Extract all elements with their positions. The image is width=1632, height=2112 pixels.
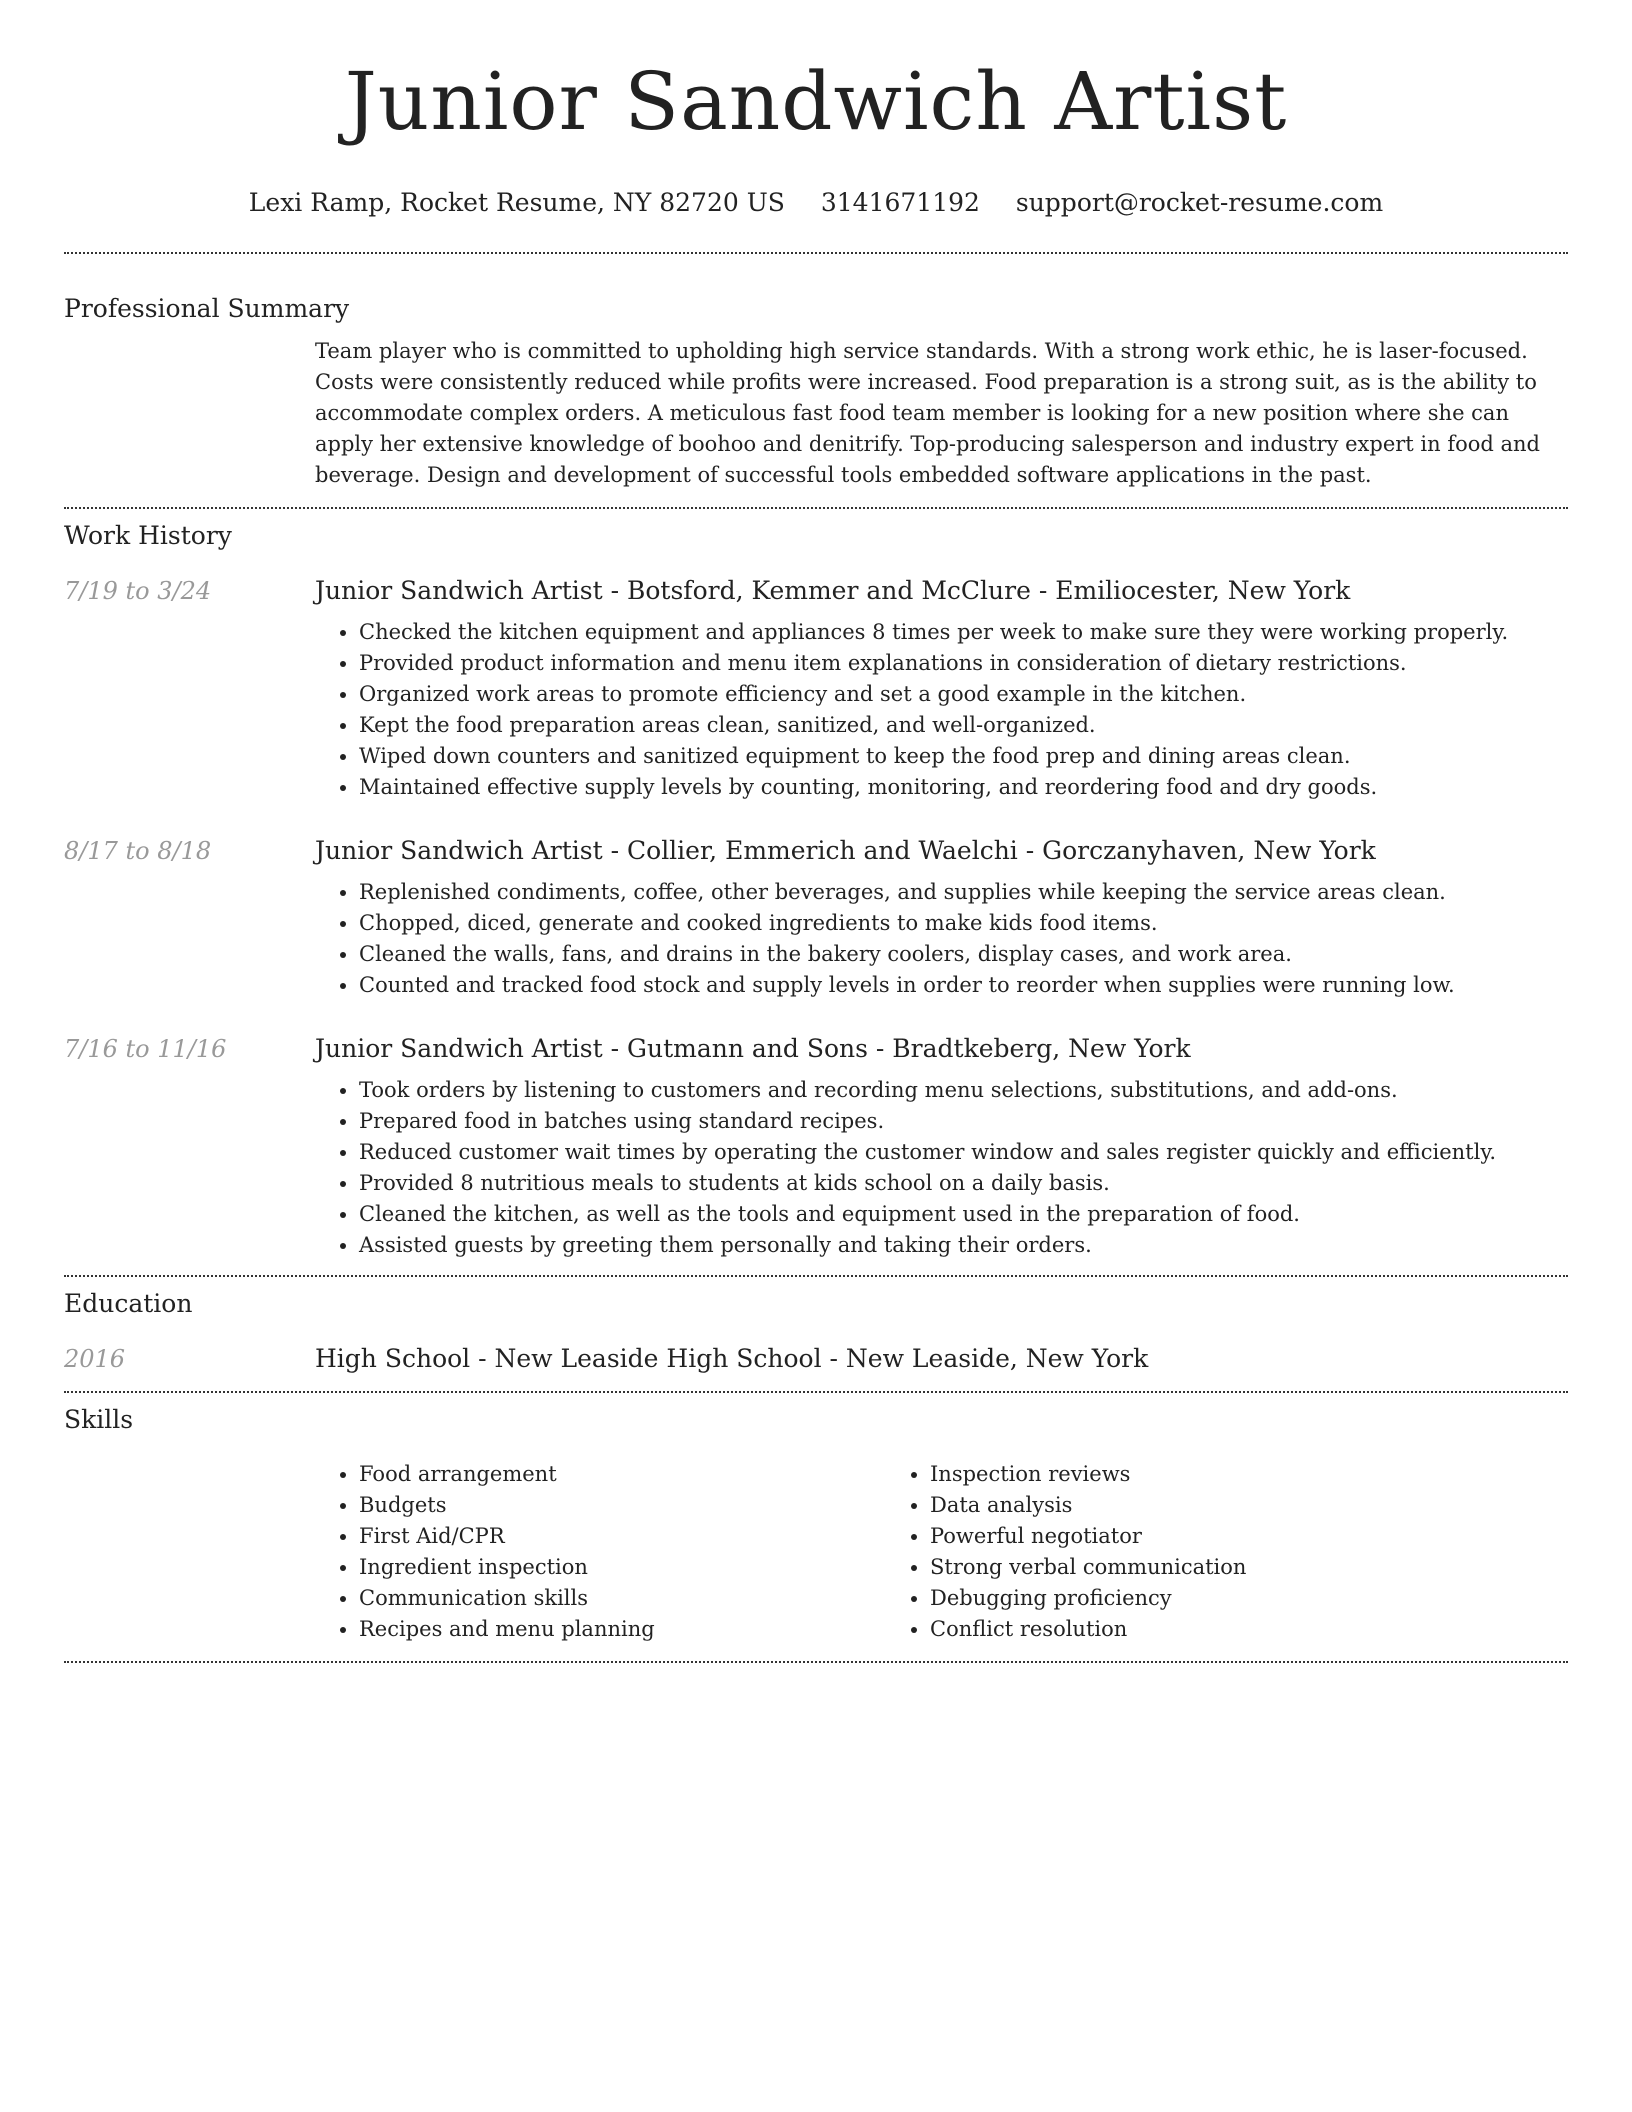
job-entry bbox=[64, 575, 1568, 803]
divider bbox=[64, 1661, 1568, 1663]
skills-columns bbox=[315, 1459, 1568, 1645]
summary-text: Team player who is committed to upholding high service standards. With a strong work ethic, he is laser-focused. Costs were consistently reduced while profits were increased. Food preparation is a strong suit, as is the ability to accommodate complex orders. A meticulous fast food team member is looking for a new position where she can apply her extensive knowledge of boohoo and denitrify. Top-producing salesperson and industry expert in food and beverage. Design and development of successful tools embedded software applications in the past. bbox=[315, 339, 1540, 487]
skill-item: • Conflict resolution bbox=[930, 1614, 1457, 1645]
contact-info bbox=[64, 188, 1568, 218]
skill-item: • First Aid/CPR bbox=[359, 1521, 886, 1552]
skill-item: • Food arrangement bbox=[359, 1459, 886, 1490]
list-item: • Kept the food preparation areas clean, sanitized, and well-organized. bbox=[359, 710, 1568, 741]
list-item: • Assisted guests by greeting them personally and taking their orders. bbox=[359, 1230, 1568, 1261]
job-heading: Junior Sandwich Artist - Gutmann and Sons - Bradtkeberg, New York bbox=[315, 1034, 1191, 1063]
skill-item: • Budgets bbox=[359, 1490, 886, 1521]
job-bullets bbox=[315, 1075, 1568, 1261]
list-item: • Cleaned the kitchen, as well as the tools and equipment used in the preparation of food. bbox=[359, 1199, 1568, 1230]
section-title-summary: Professional Summary bbox=[64, 294, 350, 323]
skill-item: • Strong verbal communication bbox=[930, 1552, 1457, 1583]
list-item: • Provided 8 nutritious meals to students at kids school on a daily basis. bbox=[359, 1168, 1568, 1199]
education-entry bbox=[64, 1343, 1568, 1375]
skill-item: • Recipes and menu planning bbox=[359, 1614, 886, 1645]
job-heading: Junior Sandwich Artist - Botsford, Kemmer and McClure - Emiliocester, New York bbox=[315, 576, 1351, 605]
skill-item: • Data analysis bbox=[930, 1490, 1457, 1521]
resume-title: Junior Sandwich Artist bbox=[344, 55, 1288, 148]
skills-list-right bbox=[886, 1459, 1457, 1645]
section-title-education: Education bbox=[64, 1289, 193, 1318]
job-entry bbox=[64, 1033, 1568, 1261]
skill-item: • Powerful negotiator bbox=[930, 1521, 1457, 1552]
list-item: • Took orders by listening to customers and recording menu selections, substitutions, and add-ons. bbox=[359, 1075, 1568, 1106]
list-item: • Checked the kitchen equipment and appliances 8 times per week to make sure they were working properly. bbox=[359, 617, 1568, 648]
list-item: • Counted and tracked food stock and supply levels in order to reorder when supplies were running low. bbox=[359, 970, 1568, 1001]
list-item: • Reduced customer wait times by operating the customer window and sales register quickly and efficiently. bbox=[359, 1137, 1568, 1168]
job-bullets bbox=[315, 877, 1568, 1001]
job-heading: Junior Sandwich Artist - Collier, Emmerich and Waelchi - Gorczanyhaven, New York bbox=[315, 836, 1376, 865]
list-item: • Prepared food in batches using standard recipes. bbox=[359, 1106, 1568, 1137]
skills-list-left bbox=[315, 1459, 886, 1645]
contact-address: Lexi Ramp, Rocket Resume, NY 82720 US bbox=[248, 188, 785, 217]
skill-item: • Debugging proficiency bbox=[930, 1583, 1457, 1614]
section-title-skills: Skills bbox=[64, 1405, 134, 1434]
job-dates: 8/17 to 8/18 bbox=[64, 837, 212, 865]
job-entry bbox=[64, 835, 1568, 1001]
skill-item: • Ingredient inspection bbox=[359, 1552, 886, 1583]
work-history-section bbox=[64, 509, 1568, 1261]
contact-phone: 3141671192 bbox=[820, 188, 980, 217]
job-dates: 7/19 to 3/24 bbox=[64, 577, 212, 605]
contact-email: support@rocket-resume.com bbox=[1015, 188, 1384, 217]
list-item: • Organized work areas to promote efficiency and set a good example in the kitchen. bbox=[359, 679, 1568, 710]
list-item: • Provided product information and menu item explanations in consideration of dietary restrictions. bbox=[359, 648, 1568, 679]
list-item: • Maintained effective supply levels by counting, monitoring, and reordering food and dry goods. bbox=[359, 772, 1568, 803]
education-heading: High School - New Leaside High School - New Leaside, New York bbox=[315, 1344, 1149, 1373]
list-item: • Chopped, diced, generate and cooked ingredients to make kids food items. bbox=[359, 908, 1568, 939]
education-section bbox=[64, 1277, 1568, 1375]
skill-item: • Communication skills bbox=[359, 1583, 886, 1614]
job-bullets bbox=[315, 617, 1568, 803]
list-item: • Cleaned the walls, fans, and drains in the bakery coolers, display cases, and work area. bbox=[359, 939, 1568, 970]
job-dates: 7/16 to 11/16 bbox=[64, 1035, 227, 1063]
list-item: • Replenished condiments, coffee, other beverages, and supplies while keeping the service areas clean. bbox=[359, 877, 1568, 908]
skill-item: • Inspection reviews bbox=[930, 1459, 1457, 1490]
list-item: • Wiped down counters and sanitized equipment to keep the food prep and dining areas clean. bbox=[359, 741, 1568, 772]
section-title-work-history: Work History bbox=[64, 521, 232, 550]
skills-section bbox=[64, 1393, 1568, 1645]
education-year: 2016 bbox=[64, 1345, 126, 1373]
summary-section bbox=[64, 254, 1568, 491]
